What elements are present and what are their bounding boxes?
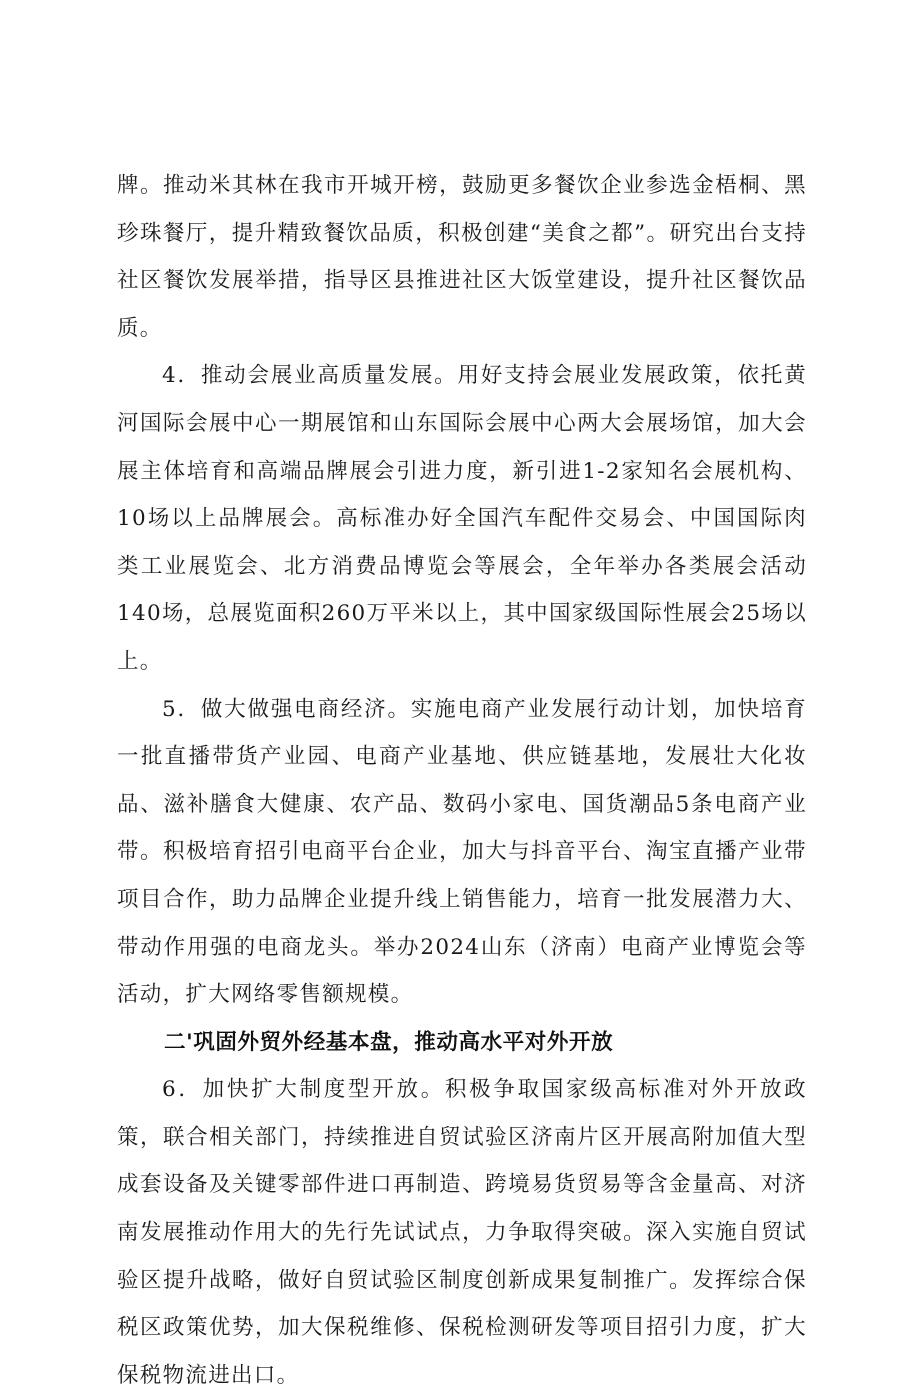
section-heading: 二'巩固外贸外经基本盘，推动高水平对外开放	[164, 1029, 614, 1055]
paragraph-continuation: 牌。推动米其林在我市开城开榜，鼓励更多餐饮企业参选金梧桐、黑珍珠餐厅，提升精致餐饮品质，积极创建“美食之都”。研究出台支持社区餐饮发展举措，指导区县推进社区大饭堂建设，提升社区餐饮品质。	[117, 173, 807, 341]
paragraph-item-4: 4．推动会展业高质量发展。用好支持会展业发展政策，依托黄河国际会展中心一期展馆和山东国际会展中心两大会展场馆，加大会展主体培育和高端品牌展会引进力度，新引进1-2家知名会展机构、10场以上品牌展会。高标准办好全国汽车配件交易会、中国国际肉类工业展览会、北方消费品博览会等展会，全年举办各类展会活动140场，总展览面积260万平米以上，其中国家级国际性展会25场以上。	[117, 363, 807, 674]
document-body	[117, 162, 807, 1399]
paragraph-item-5: 5．做大做强电商经济。实施电商产业发展行动计划，加快培育一批直播带货产业园、电商产业基地、供应链基地，发展壮大化妆品、滋补膳食大健康、农产品、数码小家电、国货潮品5条电商产业带。积极培育招引电商平台企业，加大与抖音平台、淘宝直播产业带项目合作，助力品牌企业提升线上销售能力，培育一批发展潜力大、带动作用强的电商龙头。举办2024山东（济南）电商产业博览会等活动，扩大网络零售额规模。	[117, 696, 807, 1008]
paragraph-item-6: 6．加快扩大制度型开放。积极争取国家级高标准对外开放政策，联合相关部门，持续推进自贸试验区济南片区开展高附加值大型成套设备及关键零部件进口再制造、跨境易货贸易等含金量高、对济南发展推动作用大的先行先试试点，力争取得突破。深入实施自贸试验区提升战略，做好自贸试验区制度创新成果复制推广。发挥综合保税区政策优势，加大保税维修、保税检测研发等项目招引力度，扩大保税物流进出口。	[117, 1077, 807, 1388]
